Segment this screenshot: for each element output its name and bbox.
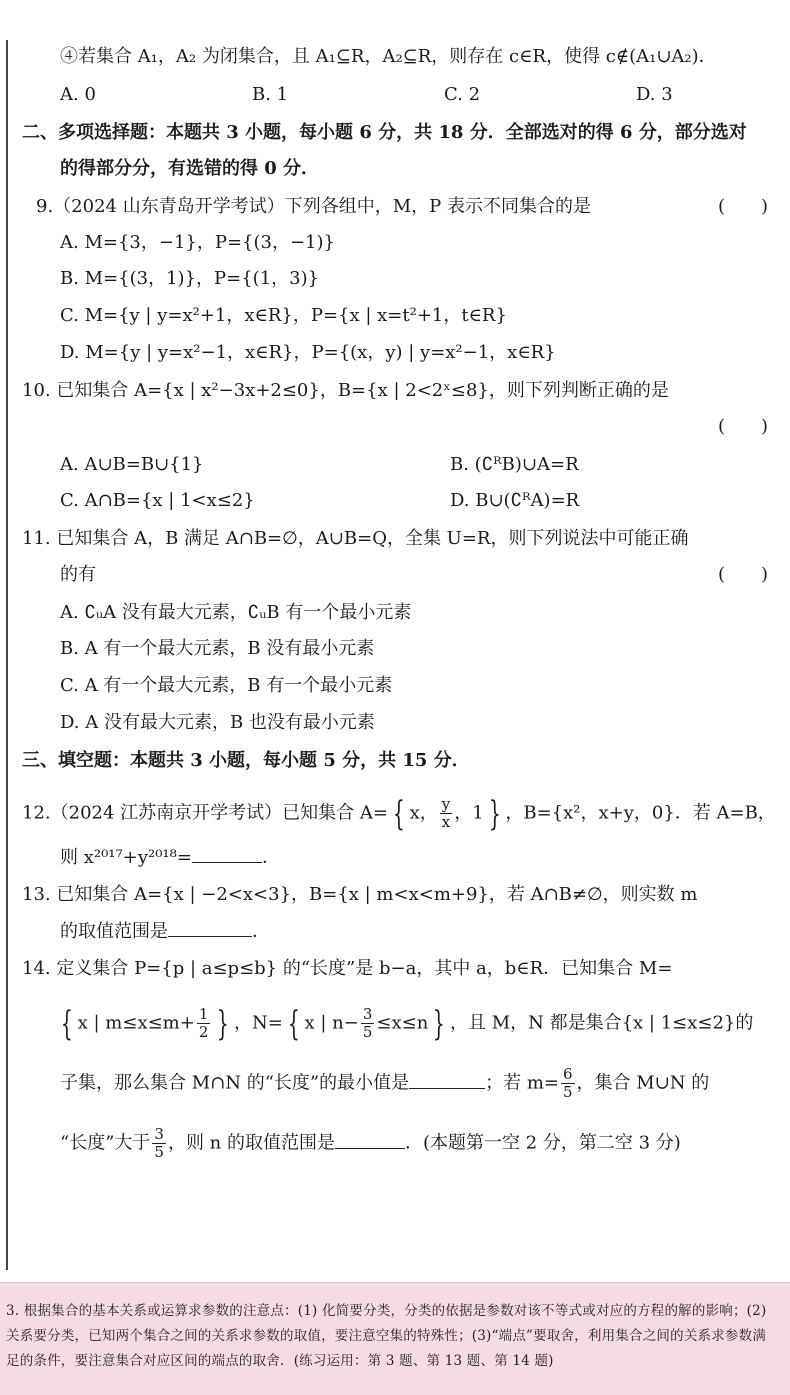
q14-n-fraction — [361, 1006, 375, 1041]
q14-m-value-fraction — [561, 1066, 575, 1101]
q12-prefix: 12.（2024 江苏南京开学考试）已知集合 A= — [22, 802, 388, 824]
q14-m-left-brace: { — [60, 1003, 73, 1044]
q11-answer-paren: ( ) — [717, 564, 768, 585]
q14-line2 — [56, 1003, 754, 1044]
q11-stem-line1: 11. 已知集合 A，B 满足 A∩B=∅，A∪B=Q，全集 U=R，则下列说法中可能正确 — [22, 528, 689, 549]
q9-option-d: D. M={y | y=x²−1，x∈R}，P={(x，y) | y=x²−1，x∈R} — [60, 342, 556, 363]
q13-answer-blank[interactable] — [168, 918, 252, 937]
q12-fraction-y-over-x — [440, 796, 452, 831]
q14-line4 — [60, 1126, 681, 1161]
q12-set-a-right: ，1 — [454, 802, 484, 824]
q13-line2-suffix: ． — [252, 921, 270, 942]
q14-line4-prefix: “长度”大于 — [60, 1132, 151, 1154]
q12-answer-blank[interactable] — [192, 844, 262, 863]
q14-n-left-brace: { — [287, 1003, 300, 1044]
q14-n-set-label: ，N= — [234, 1012, 283, 1034]
q10-option-a: A. A∪B=B∪{1} — [60, 454, 204, 475]
q12-set-a-left: x， — [409, 802, 438, 824]
q14-m-frac-numerator: 1 — [198, 1005, 209, 1023]
q11-option-b: B. A 有一个最大元素，B 没有最小元素 — [60, 638, 375, 659]
q12-frac-denominator: x — [441, 813, 451, 831]
q14-line3-mid: ；若 m= — [485, 1072, 559, 1094]
left-margin-rule — [6, 40, 8, 1270]
q8-option-a: A. 0 — [60, 84, 96, 105]
q14-line4-mid: ，则 n 的取值范围是 — [167, 1132, 335, 1154]
q14-line1: 14. 定义集合 P={p | a≤p≤b} 的“长度”是 b−a，其中 a，b∈R．已知集合 M= — [22, 958, 673, 979]
q14-m-frac-denominator: 2 — [198, 1023, 209, 1041]
q11-option-c: C. A 有一个最大元素，B 有一个最小元素 — [60, 675, 393, 696]
q8-options — [60, 82, 673, 108]
q10-option-b: B. (∁ᴿB)∪A=R — [450, 454, 579, 475]
q14-answer-blank-1[interactable] — [409, 1070, 485, 1089]
q12-line1 — [22, 793, 776, 834]
q8-option-c: C. 2 — [444, 84, 481, 105]
q11-stem-line2: 的有 — [60, 564, 96, 585]
q14-line3 — [60, 1066, 709, 1101]
q9-option-c: C. M={y | y=x²+1，x∈R}，P={x | x=t²+1，t∈R} — [60, 305, 507, 326]
section3-heading: 三、填空题：本题共 3 小题，每小题 5 分，共 15 分． — [22, 750, 470, 771]
q14-n-frac-numerator: 3 — [362, 1005, 373, 1023]
q9-stem: 9.（2024 山东青岛开学考试）下列各组中，M，P 表示不同集合的是 — [36, 196, 591, 217]
q14-m-value-numerator: 6 — [562, 1065, 573, 1083]
q14-n-right-brace: } — [433, 1003, 446, 1044]
q12-line2 — [60, 844, 280, 871]
q14-n-set-prefix: x | n− — [304, 1012, 359, 1034]
q9-answer-paren: ( ) — [717, 196, 768, 217]
q13-line2 — [60, 918, 270, 945]
q12-left-brace: { — [392, 793, 405, 834]
q8-option-b: B. 1 — [252, 84, 289, 105]
q11-option-a: A. ∁ᵤA 没有最大元素，∁ᵤB 有一个最小元素 — [60, 602, 412, 623]
q12-line2-prefix: 则 x²⁰¹⁷+y²⁰¹⁸= — [60, 847, 192, 868]
q14-line3-suffix: ，集合 M∪N 的 — [576, 1072, 710, 1094]
q14-m-value-denominator: 5 — [562, 1083, 573, 1101]
q14-n-frac-denominator: 5 — [362, 1023, 373, 1041]
q14-m-fraction — [197, 1006, 211, 1041]
q12-frac-numerator: y — [441, 795, 451, 813]
q12-line2-suffix: ． — [261, 847, 280, 868]
q10-stem: 10. 已知集合 A={x | x²−3x+2≤0}，B={x | 2<2ˣ≤8}，则下列判断正确的是 — [22, 380, 669, 401]
section2-heading-line2: 的得部分分，有选错的得 0 分． — [60, 158, 320, 179]
q14-length-fraction — [152, 1126, 166, 1161]
tip-note-text: 3. 根据集合的基本关系或运算求参数的注意点：(1) 化简要分类，分类的依据是参数对该不等式或对应的方程的解的影响；(2) 关系要分类，已知两个集合之间的关系求参数的取值，要注意空集的特殊性；(3)“端点”要取舍，利用集合之间的关系求参数满足的条件，要注意集合对应区间的端点的取舍．(练习运用：第 3 题、第 13 题、第 14 题) — [6, 1303, 767, 1369]
q10-option-c: C. A∩B={x | 1<x≤2} — [60, 490, 255, 511]
tip-note-box — [0, 1282, 790, 1395]
q12-suffix: ，B={x²，x+y，0}．若 A=B， — [505, 802, 776, 824]
q14-answer-blank-2[interactable] — [335, 1130, 405, 1149]
q14-line3-prefix: 子集，那么集合 M∩N 的“长度”的最小值是 — [60, 1072, 410, 1094]
q10-option-d: D. B∪(∁ᴿA)=R — [450, 490, 580, 511]
q14-m-right-brace: } — [217, 1003, 230, 1044]
q14-length-numerator: 3 — [154, 1125, 164, 1143]
q13-line2-prefix: 的取值范围是 — [60, 921, 168, 942]
q12-right-brace: } — [488, 793, 501, 834]
q9-option-a: A. M={3，−1}，P={(3，−1)} — [60, 232, 335, 253]
q14-line2-suffix: ，且 M，N 都是集合{x | 1≤x≤2}的 — [449, 1012, 754, 1034]
q14-length-denominator: 5 — [154, 1143, 164, 1161]
q14-m-set-prefix: x | m≤x≤m+ — [77, 1012, 195, 1034]
q14-n-set-suffix: ≤x≤n — [376, 1012, 429, 1034]
q10-answer-paren: ( ) — [717, 416, 768, 437]
q9-option-b: B. M={(3，1)}，P={(1，3)} — [60, 268, 320, 289]
q8-option-d: D. 3 — [636, 84, 673, 105]
q13-line1: 13. 已知集合 A={x | −2<x<3}，B={x | m<x<m+9}，若 A∩B≠∅，则实数 m — [22, 884, 698, 905]
q11-option-d: D. A 没有最大元素，B 也没有最小元素 — [60, 712, 375, 733]
q14-line4-suffix: ．(本题第一空 2 分，第二空 3 分) — [405, 1132, 681, 1154]
section2-heading-line1: 二、多项选择题：本题共 3 小题，每小题 6 分，共 18 分．全部选对的得 6 分，部分选对 — [22, 122, 747, 143]
q8-statement: ④若集合 A₁，A₂ 为闭集合，且 A₁⊆R，A₂⊆R，则存在 c∈R，使得 c∉(A₁∪A₂)． — [60, 46, 717, 67]
